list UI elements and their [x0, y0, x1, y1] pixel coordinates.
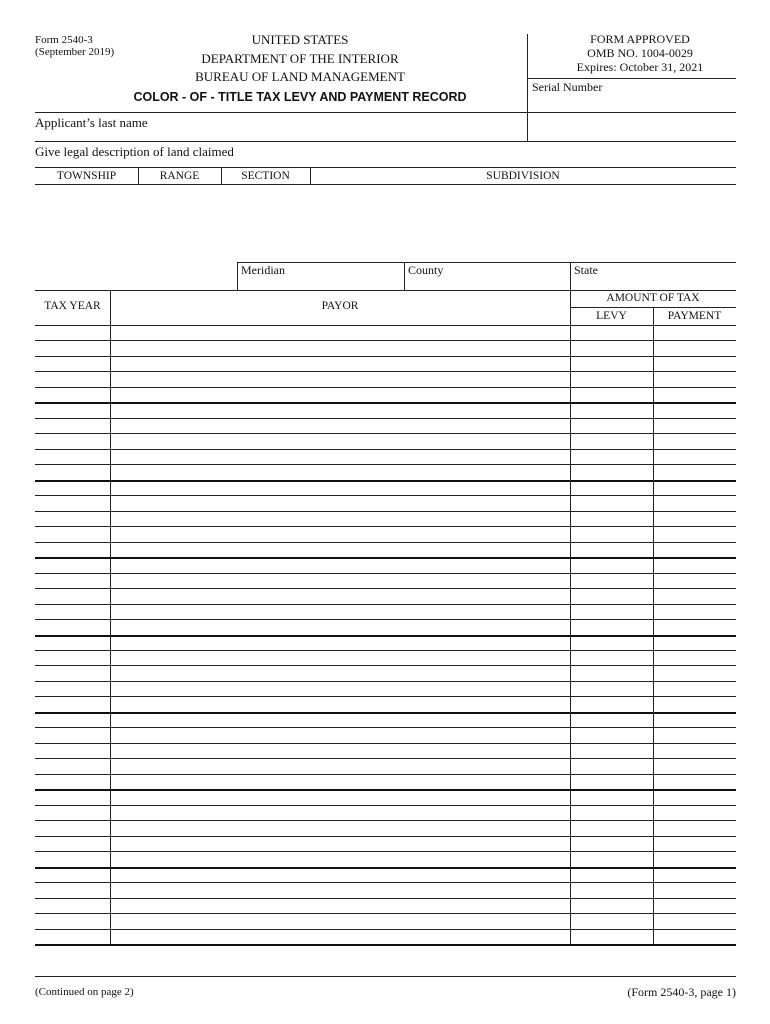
levy-cell[interactable]: [571, 496, 654, 510]
tax-year-cell[interactable]: [36, 914, 111, 928]
payor-cell[interactable]: [111, 713, 571, 727]
payment-cell[interactable]: [654, 512, 737, 526]
payor-cell[interactable]: [111, 868, 571, 882]
payment-cell[interactable]: [654, 372, 737, 386]
payor-cell[interactable]: [111, 574, 571, 588]
payor-cell[interactable]: [111, 821, 571, 835]
tax-year-cell[interactable]: [36, 728, 111, 742]
tax-year-cell[interactable]: [36, 620, 111, 634]
header-divider: [527, 34, 528, 141]
payment-cell[interactable]: [654, 496, 737, 510]
levy-cell[interactable]: [571, 821, 654, 835]
levy-cell[interactable]: [571, 759, 654, 773]
payment-cell[interactable]: [654, 759, 737, 773]
tax-year-cell[interactable]: [36, 837, 111, 851]
applicant-bottom-rule: [35, 141, 736, 142]
continued-note: (Continued on page 2): [35, 986, 134, 998]
tax-year-cell[interactable]: [36, 496, 111, 510]
serial-top-rule: [527, 78, 736, 79]
tax-year-cell[interactable]: [36, 775, 111, 789]
levy-cell[interactable]: [571, 666, 654, 680]
agency-line-2: DEPARTMENT OF THE INTERIOR: [201, 51, 399, 66]
payor-cell[interactable]: [111, 775, 571, 789]
county-label: County: [408, 263, 444, 277]
payor-cell[interactable]: [111, 682, 571, 696]
payor-cell[interactable]: [111, 527, 571, 541]
payor-cell[interactable]: [111, 465, 571, 479]
agency-line-1: UNITED STATES: [251, 32, 349, 47]
tax-year-cell[interactable]: [36, 465, 111, 479]
levy-cell[interactable]: [571, 372, 654, 386]
tax-year-cell[interactable]: [36, 388, 111, 402]
payor-cell[interactable]: [111, 806, 571, 820]
tax-year-cell[interactable]: [36, 744, 111, 758]
payment-cell[interactable]: [654, 574, 737, 588]
applicant-last-name-field[interactable]: [150, 118, 524, 138]
tax-year-cell[interactable]: [36, 883, 111, 897]
payment-cell[interactable]: [654, 728, 737, 742]
tax-year-cell[interactable]: [36, 326, 111, 340]
levy-cell[interactable]: [571, 775, 654, 789]
payment-cell[interactable]: [654, 837, 737, 851]
payment-cell[interactable]: [654, 403, 737, 417]
tax-year-cell[interactable]: [36, 868, 111, 882]
payment-cell[interactable]: [654, 806, 737, 820]
footer-rule: [35, 976, 736, 977]
tax-year-cell[interactable]: [36, 403, 111, 417]
payment-cell[interactable]: [654, 543, 737, 557]
payor-cell[interactable]: [111, 403, 571, 417]
col-range: RANGE: [159, 170, 200, 182]
payor-cell[interactable]: [111, 744, 571, 758]
tax-year-cell[interactable]: [36, 682, 111, 696]
tax-year-cell[interactable]: [36, 372, 111, 386]
form-date: (September 2019): [35, 46, 115, 58]
payor-cell[interactable]: [111, 357, 571, 371]
tax-year-cell[interactable]: [36, 930, 111, 944]
tax-year-cell[interactable]: [36, 543, 111, 557]
payment-cell[interactable]: [654, 357, 737, 371]
payment-cell[interactable]: [654, 620, 737, 634]
payor-cell[interactable]: [111, 697, 571, 711]
serial-number-label: Serial Number: [532, 80, 603, 94]
table-row-rule: [35, 944, 736, 946]
payor-cell[interactable]: [111, 543, 571, 557]
land-table-header-rule: [35, 184, 736, 185]
col-township: TOWNSHIP: [56, 170, 117, 182]
tax-year-cell[interactable]: [36, 357, 111, 371]
payor-cell[interactable]: [111, 388, 571, 402]
payment-cell[interactable]: [654, 744, 737, 758]
tax-year-cell[interactable]: [36, 574, 111, 588]
payor-cell[interactable]: [111, 434, 571, 448]
payment-cell[interactable]: [654, 821, 737, 835]
tax-year-header: TAX YEAR: [44, 300, 101, 312]
levy-cell[interactable]: [571, 512, 654, 526]
payor-cell[interactable]: [111, 914, 571, 928]
agency-line-3: BUREAU OF LAND MANAGEMENT: [195, 69, 405, 84]
payor-header: PAYOR: [321, 300, 359, 312]
levy-cell[interactable]: [571, 341, 654, 355]
tax-col-divider: [570, 262, 571, 944]
tax-year-cell[interactable]: [36, 605, 111, 619]
payment-cell[interactable]: [654, 883, 737, 897]
state-label: State: [574, 263, 598, 277]
payment-cell[interactable]: [654, 326, 737, 340]
tax-year-cell[interactable]: [36, 806, 111, 820]
levy-cell[interactable]: [571, 605, 654, 619]
payor-cell[interactable]: [111, 496, 571, 510]
levy-cell[interactable]: [571, 682, 654, 696]
tax-col-divider: [653, 307, 654, 944]
applicant-last-name-label: Applicant’s last name: [35, 115, 148, 130]
tax-year-cell[interactable]: [36, 713, 111, 727]
levy-cell[interactable]: [571, 419, 654, 433]
levy-cell[interactable]: [571, 883, 654, 897]
tax-year-cell[interactable]: [36, 636, 111, 650]
levy-cell[interactable]: [571, 527, 654, 541]
payor-cell[interactable]: [111, 481, 571, 495]
payment-cell[interactable]: [654, 852, 737, 866]
approval-line-3: Expires: October 31, 2021: [576, 60, 704, 74]
levy-cell[interactable]: [571, 357, 654, 371]
tax-year-cell[interactable]: [36, 481, 111, 495]
payor-cell[interactable]: [111, 899, 571, 913]
payor-cell[interactable]: [111, 558, 571, 572]
payment-cell[interactable]: [654, 558, 737, 572]
levy-cell[interactable]: [571, 930, 654, 944]
tax-year-cell[interactable]: [36, 450, 111, 464]
col-section: SECTION: [241, 170, 290, 182]
payment-cell[interactable]: [654, 589, 737, 603]
levy-cell[interactable]: [571, 868, 654, 882]
levy-cell[interactable]: [571, 837, 654, 851]
payor-cell[interactable]: [111, 419, 571, 433]
tax-year-cell[interactable]: [36, 512, 111, 526]
tax-year-cell[interactable]: [36, 589, 111, 603]
levy-cell[interactable]: [571, 465, 654, 479]
form-title: COLOR - OF - TITLE TAX LEVY AND PAYMENT RECORD: [133, 90, 467, 104]
amount-of-tax-header: AMOUNT OF TAX: [606, 292, 700, 304]
levy-cell[interactable]: [571, 589, 654, 603]
payment-cell[interactable]: [654, 666, 737, 680]
payment-cell[interactable]: [654, 605, 737, 619]
payment-cell[interactable]: [654, 388, 737, 402]
levy-cell[interactable]: [571, 481, 654, 495]
levy-cell[interactable]: [571, 914, 654, 928]
approval-line-2: OMB NO. 1004-0029: [587, 46, 693, 60]
tax-year-cell[interactable]: [36, 899, 111, 913]
payor-cell[interactable]: [111, 450, 571, 464]
tax-year-cell[interactable]: [36, 558, 111, 572]
payor-cell[interactable]: [111, 930, 571, 944]
page-reference: (Form 2540-3, page 1): [627, 985, 736, 999]
payment-cell[interactable]: [654, 713, 737, 727]
levy-cell[interactable]: [571, 651, 654, 665]
payor-cell[interactable]: [111, 512, 571, 526]
payor-cell[interactable]: [111, 605, 571, 619]
payment-cell[interactable]: [654, 930, 737, 944]
location-divider: [237, 262, 238, 290]
levy-cell[interactable]: [571, 697, 654, 711]
levy-cell[interactable]: [571, 388, 654, 402]
levy-header: LEVY: [596, 310, 627, 322]
payment-cell[interactable]: [654, 790, 737, 804]
payment-cell[interactable]: [654, 899, 737, 913]
tax-year-cell[interactable]: [36, 527, 111, 541]
payment-cell[interactable]: [654, 450, 737, 464]
approval-line-1: FORM APPROVED: [590, 32, 690, 46]
payor-cell[interactable]: [111, 651, 571, 665]
tax-col-divider: [110, 290, 111, 944]
payment-cell[interactable]: [654, 775, 737, 789]
tax-year-cell[interactable]: [36, 651, 111, 665]
payor-cell[interactable]: [111, 728, 571, 742]
levy-cell[interactable]: [571, 403, 654, 417]
payor-cell[interactable]: [111, 372, 571, 386]
meridian-label: Meridian: [241, 263, 285, 277]
payor-cell[interactable]: [111, 883, 571, 897]
payment-cell[interactable]: [654, 434, 737, 448]
form-number: Form 2540-3: [35, 34, 93, 46]
payment-cell[interactable]: [654, 636, 737, 650]
levy-cell[interactable]: [571, 728, 654, 742]
land-description-area[interactable]: [37, 188, 737, 262]
payor-cell[interactable]: [111, 666, 571, 680]
tax-year-cell[interactable]: [36, 434, 111, 448]
land-table-top-rule: [35, 167, 736, 168]
levy-cell[interactable]: [571, 806, 654, 820]
payor-cell[interactable]: [111, 636, 571, 650]
levy-cell[interactable]: [571, 543, 654, 557]
payor-cell[interactable]: [111, 790, 571, 804]
tax-year-cell[interactable]: [36, 666, 111, 680]
payment-cell[interactable]: [654, 868, 737, 882]
payor-cell[interactable]: [111, 620, 571, 634]
levy-cell[interactable]: [571, 713, 654, 727]
payment-cell[interactable]: [654, 419, 737, 433]
payment-cell[interactable]: [654, 465, 737, 479]
levy-cell[interactable]: [571, 899, 654, 913]
payment-cell[interactable]: [654, 651, 737, 665]
location-top-rule: [237, 262, 736, 263]
levy-cell[interactable]: [571, 744, 654, 758]
levy-cell[interactable]: [571, 790, 654, 804]
tax-table-top-rule: [35, 290, 736, 291]
levy-cell[interactable]: [571, 620, 654, 634]
payment-cell[interactable]: [654, 697, 737, 711]
tax-year-cell[interactable]: [36, 759, 111, 773]
legal-description-label: Give legal description of land claimed: [35, 144, 234, 159]
payor-cell[interactable]: [111, 852, 571, 866]
payment-cell[interactable]: [654, 682, 737, 696]
tax-year-cell[interactable]: [36, 419, 111, 433]
levy-cell[interactable]: [571, 636, 654, 650]
levy-cell[interactable]: [571, 434, 654, 448]
applicant-top-rule: [35, 112, 736, 113]
tax-year-cell[interactable]: [36, 790, 111, 804]
levy-cell[interactable]: [571, 450, 654, 464]
payor-cell[interactable]: [111, 326, 571, 340]
levy-cell[interactable]: [571, 574, 654, 588]
payor-cell[interactable]: [111, 341, 571, 355]
state-field[interactable]: [574, 276, 738, 290]
payment-header: PAYMENT: [667, 310, 722, 322]
payment-cell[interactable]: [654, 527, 737, 541]
payment-cell[interactable]: [654, 914, 737, 928]
levy-cell[interactable]: [571, 326, 654, 340]
payor-cell[interactable]: [111, 589, 571, 603]
tax-year-cell[interactable]: [36, 821, 111, 835]
tax-year-cell[interactable]: [36, 341, 111, 355]
payment-cell[interactable]: [654, 481, 737, 495]
col-subdivision: SUBDIVISION: [486, 170, 560, 182]
meridian-field[interactable]: [241, 276, 405, 290]
levy-cell[interactable]: [571, 852, 654, 866]
tax-year-cell[interactable]: [36, 852, 111, 866]
payor-cell[interactable]: [111, 837, 571, 851]
levy-cell[interactable]: [571, 558, 654, 572]
payor-cell[interactable]: [111, 759, 571, 773]
payment-cell[interactable]: [654, 341, 737, 355]
tax-year-cell[interactable]: [36, 697, 111, 711]
county-field[interactable]: [408, 276, 570, 290]
